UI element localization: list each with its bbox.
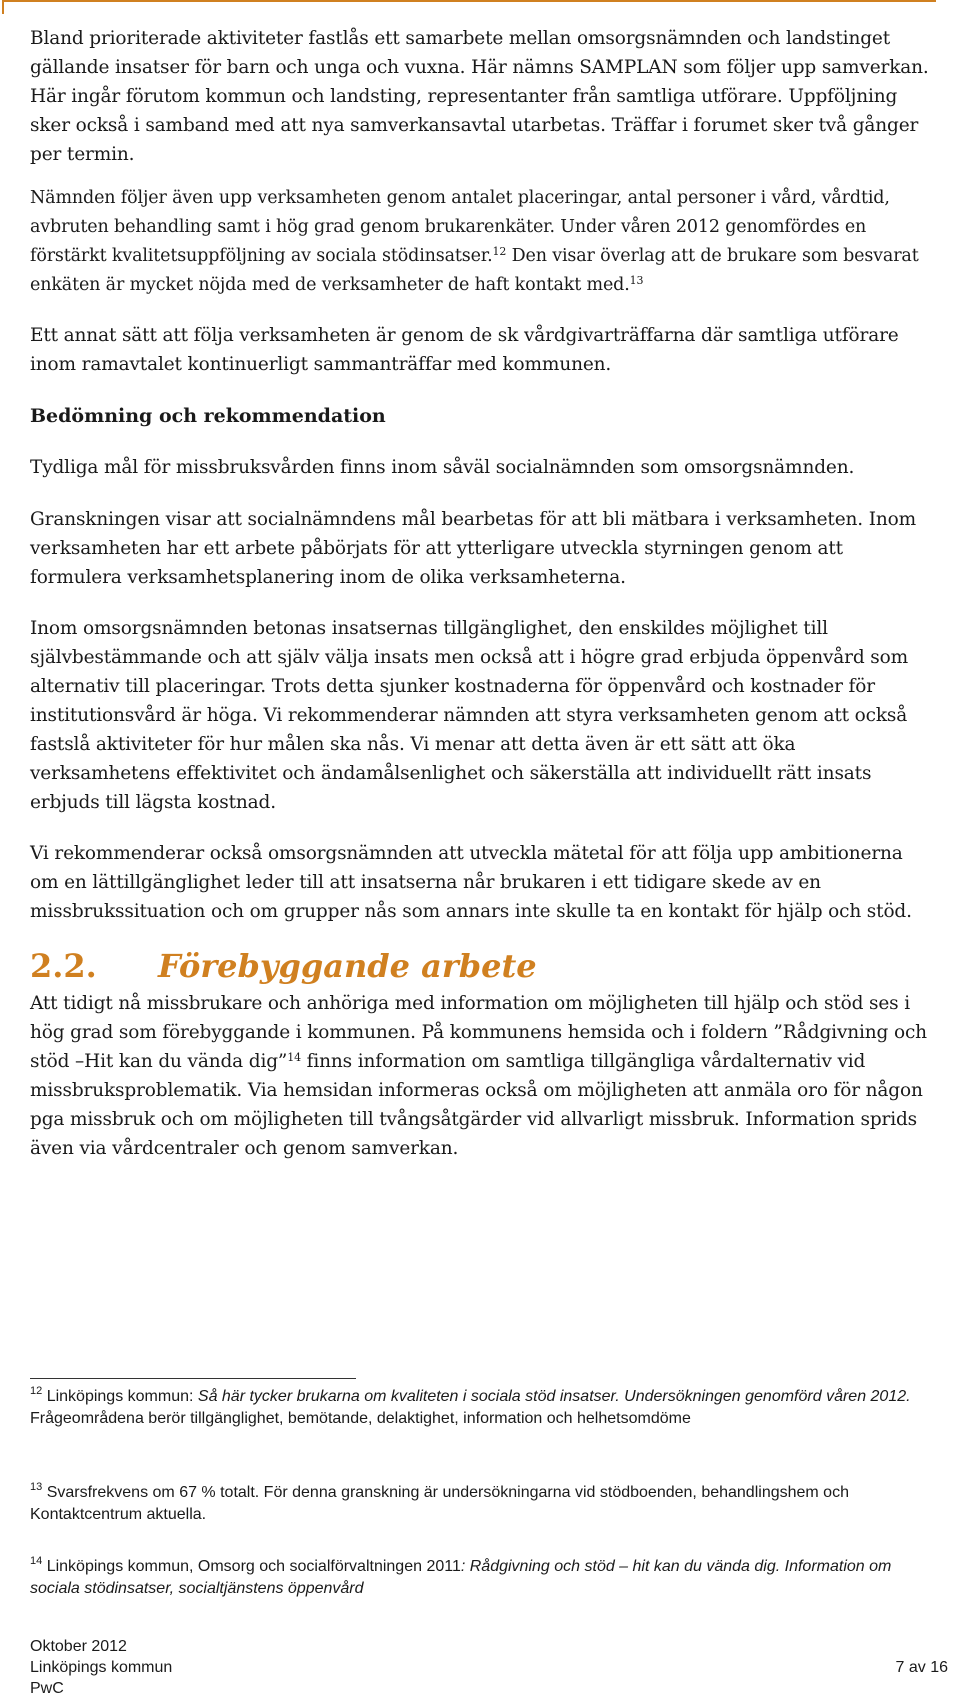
page-content [30, 24, 935, 1163]
footnote-14 [30, 1556, 940, 1600]
heading-bedomning: Bedömning och rekommendation [30, 405, 386, 427]
footer-organization: Linköpings kommun [30, 1659, 173, 1676]
footnote-12 [30, 1386, 940, 1430]
page-footer [30, 1636, 172, 1699]
paragraph-forebyggande [30, 989, 935, 1163]
footer-date: Oktober 2012 [30, 1638, 127, 1655]
section-title: Förebyggande arbete [158, 947, 537, 985]
footnote-text: Frågeområdena berör tillgänglighet, bemötande, delaktighet, information och helhetsomdöme [30, 1410, 691, 1427]
footer-firm: PwC [30, 1680, 64, 1697]
page-number: 7 av 16 [895, 1659, 948, 1676]
footnote-ref-13: 13 [629, 274, 644, 287]
footnote-text: Svarsfrekvens om 67 % totalt. För denna granskning är undersökningarna vid stödboenden, behandlingshem och Kontaktcentrum aktuella. [30, 1484, 849, 1523]
footnote-text: Linköpings kommun, Omsorg och socialförvaltningen 2011 [46, 1558, 461, 1575]
paragraph-samplan: Bland prioriterade aktiviteter fastlås ett samarbete mellan omsorgsnämnden och landstinget gällande insatser för barn och unga och vuxna. Här nämns SAMPLAN som följer upp samverkan. Här ingår förutom kommun och landsting, representanter från samtliga utförare. Uppföljning sker också i samband med att nya samverkansavtal utarbetas. Träffar i forumet sker två gånger per termin. [30, 28, 929, 165]
footnote-number: 13 [30, 1481, 43, 1493]
left-corner-tick [2, 0, 4, 14]
paragraph-uppfoljning [30, 184, 935, 300]
paragraph-rekommendation: Vi rekommenderar också omsorgsnämnden att utveckla mätetal för att följa upp ambitionerna om en lättillgänglighet leder till att insatserna når brukaren i ett tidigare skede av en missbrukssituation och om grupper nås som annars inte skulle ta en kontakt för hjälp och stöd. [30, 843, 912, 922]
paragraph-tydliga-mal: Tydliga mål för missbruksvården finns inom såväl socialnämnden som omsorgsnämnden. [30, 457, 855, 478]
footnote-ref-12: 12 [492, 245, 507, 258]
paragraph-granskningen: Granskningen visar att socialnämndens mål bearbetas för att bli mätbara i verksamheten. Inom verksamheten har ett arbete påbörjats för att ytterligare utveckla styrningen genom att formulera verksamhetsplanering inom de olika verksamheterna. [30, 509, 917, 588]
footnote-title: : Rådgivning och stöd – hit kan du vända dig. Information om sociala stödinsatser, socialtjänstens öppenvård [30, 1558, 892, 1597]
footnote-text: Linköpings kommun: [46, 1388, 198, 1405]
page-corner-mark [0, 0, 960, 8]
footnote-title: Så här tycker brukarna om kvaliteten i sociala stöd insatser. Undersökningen genomförd våren 2012. [197, 1388, 911, 1405]
footnote-13 [30, 1482, 940, 1526]
section-number: 2.2. [30, 947, 97, 985]
paragraph-omsorgsnamnden: Inom omsorgsnämnden betonas insatsernas tillgänglighet, den enskildes möjlighet till självbestämmande och att själv välja insats men också att i högre grad erbjuda öppenvård som alternativ till placeringar. Trots detta sjunker kostnaderna för öppenvård och kostnader för institutionsvård är höga. Vi rekommenderar nämnden att styra verksamheten genom att också fastslå aktiviteter för hur målen ska nås. Vi menar att detta även är ett sätt att öka verksamhetens effektivitet och ändamålsenlighet och säkerställa att individuellt rätt insats erbjuds till lägsta kostnad. [30, 618, 908, 813]
footnote-separator [30, 1378, 356, 1379]
section-heading [30, 947, 935, 985]
paragraph-vardgivartraffar: Ett annat sätt att följa verksamheten är genom de sk vårdgivarträffarna där samtliga utförare inom ramavtalet kontinuerligt sammanträffar med kommunen. [30, 325, 899, 375]
footnote-number: 14 [30, 1555, 43, 1567]
top-border-line [2, 0, 936, 2]
footnote-ref-14: 14 [287, 1051, 301, 1064]
paragraph-text: Nämnden följer även upp verksamheten genom antalet placeringar, antal personer i vård, vårdtid, avbruten behandling samt i hög grad genom brukarenkäter. Under våren 2012 genomfördes en förstärkt kvalitetsuppföljning av sociala stödinsatser. [30, 188, 890, 266]
paragraph-text: Den visar överlag att de brukare som besvarat enkäten är mycket nöjda med de verksamheter de haft kontakt med. [30, 246, 919, 295]
paragraph-text: Att tidigt nå missbrukare och anhöriga med information om möjligheten till hjälp och stöd ses i hög grad som förebyggande i kommunen. På kommunens hemsida och i foldern ”Rådgivning och stöd –Hit kan du vända dig” [30, 993, 927, 1072]
footnote-number: 12 [30, 1385, 43, 1397]
paragraph-text: finns information om samtliga tillgängliga vårdalternativ vid missbruksproblematik. Via hemsidan informeras också om möjligheten att anmäla oro för någon pga missbruk och om möjligheten till tvångsåtgärder vid allvarligt missbruk. Information sprids även via vårdcentraler och genom samverkan. [30, 1051, 923, 1159]
